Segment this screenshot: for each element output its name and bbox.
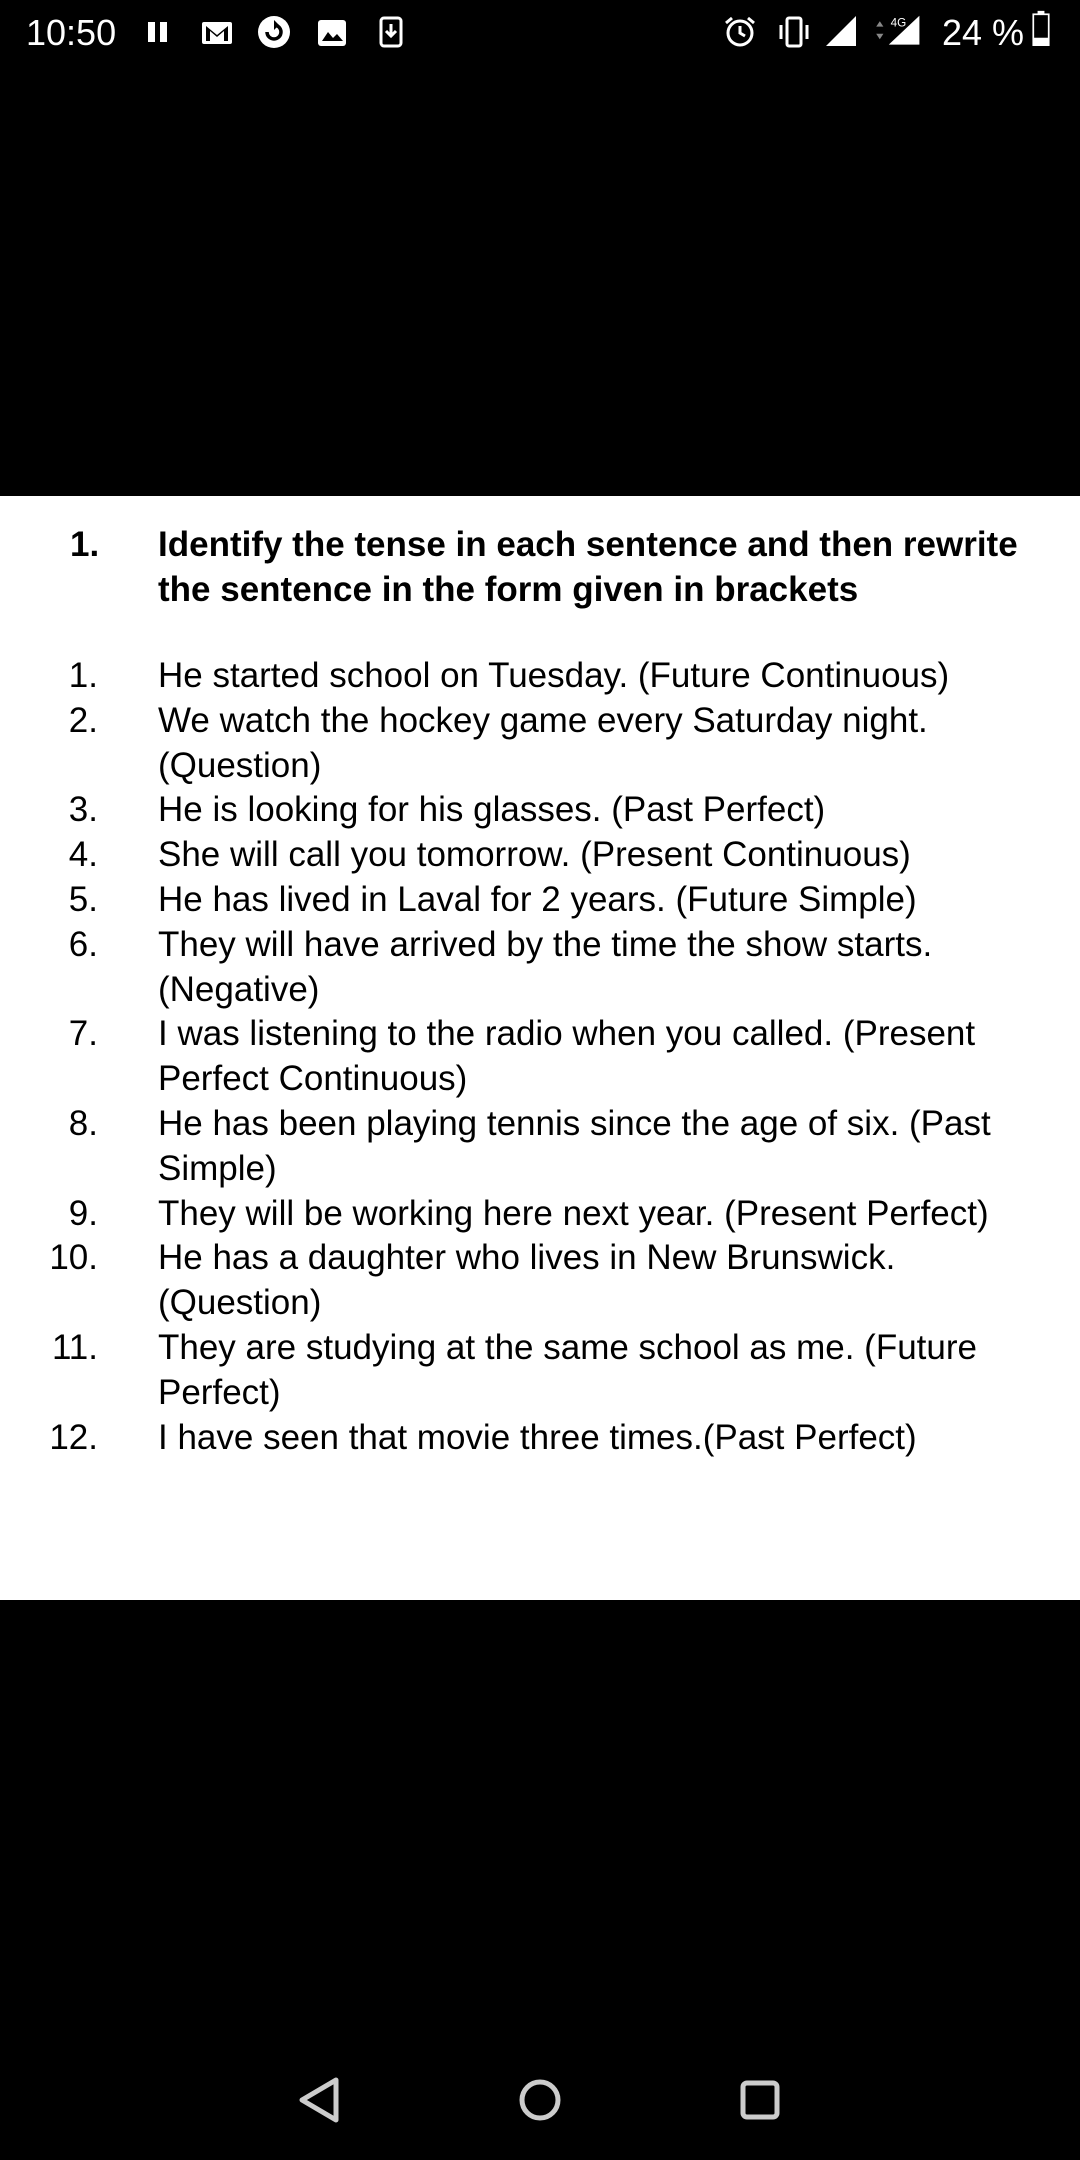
- list-item: [0, 699, 1080, 789]
- list-item: [0, 1326, 1080, 1416]
- recents-button[interactable]: [720, 2060, 800, 2140]
- image-icon: [316, 14, 348, 50]
- item-number: 12.: [49, 1417, 98, 1457]
- item-number: 1.: [68, 656, 98, 695]
- battery-icon: [1030, 10, 1052, 46]
- document-image: [0, 496, 1080, 1600]
- item-text: He has been playing tennis since the age of six. (Past Simple): [158, 1103, 991, 1188]
- item-number: 2.: [68, 700, 98, 740]
- heading-text: Identify the tense in each sentence and then rewrite the sentence in the form given in brackets: [158, 525, 1018, 609]
- list-item: [0, 833, 1080, 878]
- back-button[interactable]: [280, 2060, 360, 2140]
- list-item: [0, 1012, 1080, 1102]
- item-number: 8.: [68, 1103, 98, 1143]
- download-icon: [378, 14, 404, 50]
- item-text: She will call you tomorrow. (Present Continuous): [158, 835, 911, 875]
- list-item: [0, 1416, 1080, 1461]
- navigation-bar: [0, 2040, 1080, 2160]
- back-icon: [280, 2060, 360, 2140]
- item-text: They will have arrived by the time the show starts. (Negative): [158, 924, 933, 1009]
- heading-number: 1.: [70, 525, 100, 564]
- sync-icon: [256, 14, 292, 50]
- item-number: 5.: [68, 879, 98, 919]
- signal-4g-icon: [868, 14, 924, 50]
- item-number: 10.: [49, 1238, 98, 1278]
- pause-icon: [146, 14, 170, 50]
- status-time: 10:50: [26, 12, 117, 53]
- list-item: [0, 1192, 1080, 1237]
- list-item: [0, 654, 1080, 699]
- list-item: [0, 1236, 1080, 1326]
- alarm-icon: [722, 14, 758, 50]
- item-text: He has lived in Laval for 2 years. (Future Simple): [158, 879, 917, 919]
- item-number: 4.: [68, 835, 98, 875]
- item-number: 6.: [68, 924, 98, 964]
- list-item: [0, 878, 1080, 923]
- item-number: 3.: [68, 790, 98, 830]
- item-number: 7.: [68, 1014, 98, 1054]
- item-text: They are studying at the same school as me. (Future Perfect): [158, 1327, 977, 1412]
- home-icon: [500, 2060, 580, 2140]
- item-number: 9.: [68, 1193, 98, 1233]
- status-bar: [0, 0, 1080, 66]
- recents-icon: [720, 2060, 800, 2140]
- item-text: I have seen that movie three times.(Past Perfect): [158, 1417, 917, 1457]
- question-list: [0, 654, 1080, 1460]
- network-label: 4G: [890, 16, 907, 30]
- list-item: [0, 923, 1080, 1013]
- item-text: I was listening to the radio when you called. (Present Perfect Continuous): [158, 1014, 976, 1099]
- item-text: He is looking for his glasses. (Past Perfect): [158, 790, 826, 830]
- list-item: [0, 1102, 1080, 1192]
- gmail-icon: [200, 14, 234, 50]
- home-button[interactable]: [500, 2060, 580, 2140]
- item-number: 11.: [51, 1327, 98, 1367]
- item-text: They will be working here next year. (Present Perfect): [158, 1193, 989, 1233]
- vibrate-icon: [776, 14, 812, 50]
- item-text: We watch the hockey game every Saturday night. (Question): [158, 700, 928, 785]
- item-text: He started school on Tuesday. (Future Continuous): [158, 656, 950, 695]
- list-item: [0, 788, 1080, 833]
- signal-icon: [824, 14, 858, 50]
- item-text: He has a daughter who lives in New Brunswick. (Question): [158, 1238, 896, 1323]
- battery-percent: 24 %: [942, 12, 1025, 53]
